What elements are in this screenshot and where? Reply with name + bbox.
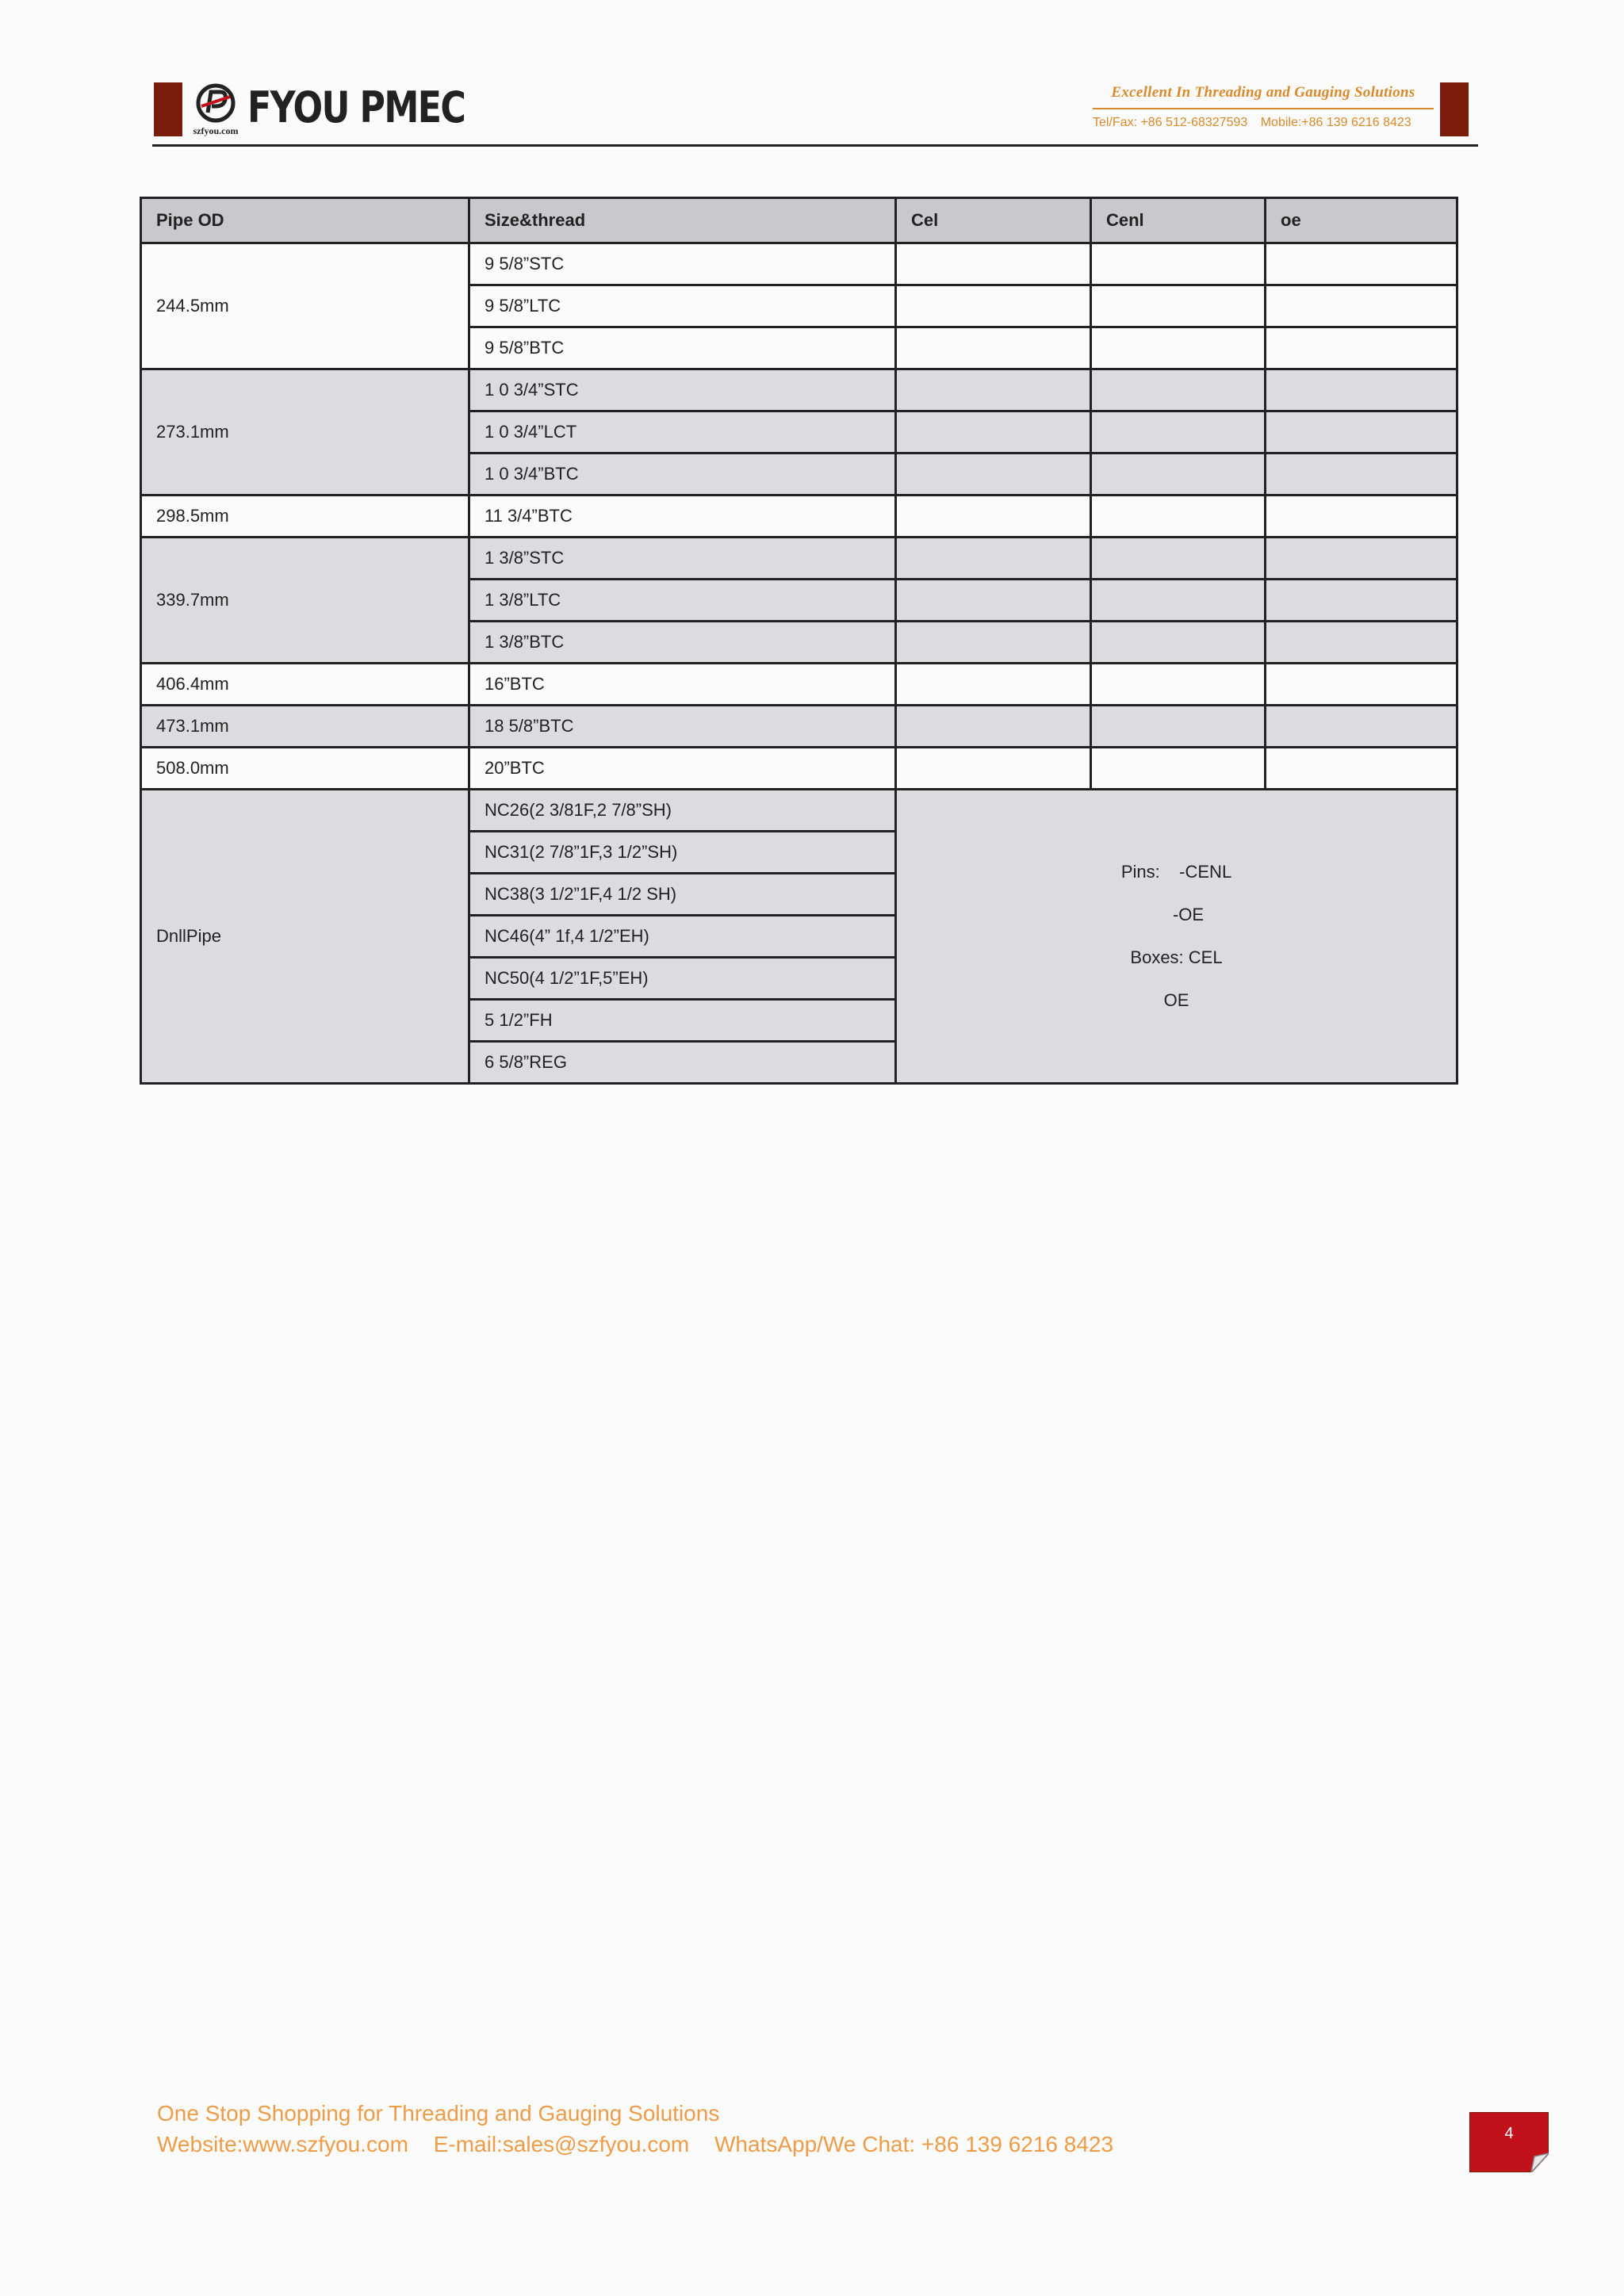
cenl-cell xyxy=(1091,327,1266,369)
oe-cell xyxy=(1266,496,1457,538)
size-thread-cell: NC31(2 7/8”1F,3 1/2”SH) xyxy=(469,832,896,874)
cenl-cell xyxy=(1091,622,1266,664)
header-oe: oe xyxy=(1266,198,1457,243)
pipe-od-cell: 339.7mm xyxy=(141,538,469,664)
cenl-cell xyxy=(1091,243,1266,285)
table-row xyxy=(141,748,1457,790)
pipe-spec-table xyxy=(140,197,1458,1085)
cenl-cell xyxy=(1091,453,1266,496)
cenl-cell xyxy=(1091,538,1266,580)
notes-line: Boxes: CEL xyxy=(1130,947,1223,967)
page-number: 4 xyxy=(1504,2125,1514,2142)
logo-wordmark: FYOU PMEC xyxy=(247,82,465,132)
oe-cell xyxy=(1266,748,1457,790)
pipe-od-cell: 298.5mm xyxy=(141,496,469,538)
cenl-cell xyxy=(1091,748,1266,790)
size-thread-cell: 9 5/8”STC xyxy=(469,243,896,285)
header-size-thread: Size&thread xyxy=(469,198,896,243)
header-contact xyxy=(1093,116,1434,130)
cel-cell xyxy=(896,285,1091,327)
cel-cell xyxy=(896,706,1091,748)
oe-cell xyxy=(1266,580,1457,622)
drill-pipe-notes xyxy=(896,790,1457,1084)
header-tagline: Excellent In Threading and Gauging Solutions xyxy=(1111,84,1415,101)
pipe-od-cell: 273.1mm xyxy=(141,369,469,496)
cel-cell xyxy=(896,538,1091,580)
table-row xyxy=(141,664,1457,706)
size-thread-cell: 1 3/8”LTC xyxy=(469,580,896,622)
footer-email: E-mail:sales@szfyou.com xyxy=(433,2132,690,2156)
footer-contacts xyxy=(157,2132,1132,2157)
cel-cell xyxy=(896,369,1091,411)
oe-cell xyxy=(1266,285,1457,327)
size-thread-cell: 20”BTC xyxy=(469,748,896,790)
oe-cell xyxy=(1266,411,1457,453)
table-row xyxy=(141,496,1457,538)
oe-cell xyxy=(1266,664,1457,706)
footer-whatsapp: WhatsApp/We Chat: +86 139 6216 8423 xyxy=(714,2132,1114,2156)
oe-cell xyxy=(1266,538,1457,580)
header-rule xyxy=(152,144,1478,147)
size-thread-cell: NC38(3 1/2”1F,4 1/2 SH) xyxy=(469,874,896,916)
pipe-od-cell: DnllPipe xyxy=(141,790,469,1084)
cenl-cell xyxy=(1091,580,1266,622)
tagline-rule xyxy=(1093,108,1434,109)
header-mobile: Mobile:+86 139 6216 8423 xyxy=(1260,116,1411,129)
notes-line: Pins: -CENL xyxy=(1120,862,1232,882)
header-left-bar xyxy=(154,82,182,136)
cenl-cell xyxy=(1091,706,1266,748)
pipe-od-cell: 473.1mm xyxy=(141,706,469,748)
header-tel: Tel/Fax: +86 512-68327593 xyxy=(1093,116,1248,129)
cel-cell xyxy=(896,411,1091,453)
size-thread-cell: NC46(4” 1f,4 1/2”EH) xyxy=(469,916,896,958)
size-thread-cell: 18 5/8”BTC xyxy=(469,706,896,748)
oe-cell xyxy=(1266,327,1457,369)
header-pipe-od: Pipe OD xyxy=(141,198,469,243)
cel-cell xyxy=(896,453,1091,496)
table-row xyxy=(141,369,1457,411)
size-thread-cell: 9 5/8”LTC xyxy=(469,285,896,327)
footer-slogan: One Stop Shopping for Threading and Gauging Solutions xyxy=(157,2101,720,2126)
cenl-cell xyxy=(1091,285,1266,327)
size-thread-cell: 1 0 3/4”BTC xyxy=(469,453,896,496)
table-row xyxy=(141,538,1457,580)
oe-cell xyxy=(1266,622,1457,664)
cel-cell xyxy=(896,243,1091,285)
oe-cell xyxy=(1266,706,1457,748)
size-thread-cell: 5 1/2”FH xyxy=(469,1000,896,1042)
oe-cell xyxy=(1266,243,1457,285)
oe-cell xyxy=(1266,369,1457,411)
cenl-cell xyxy=(1091,496,1266,538)
notes-line: OE xyxy=(1163,990,1189,1010)
size-thread-cell: 1 0 3/4”LCT xyxy=(469,411,896,453)
header-cel: Cel xyxy=(896,198,1091,243)
table-row xyxy=(141,243,1457,285)
logo-url: szfyou.com xyxy=(193,125,239,136)
table-header-row xyxy=(141,198,1457,243)
cenl-cell xyxy=(1091,369,1266,411)
cel-cell xyxy=(896,580,1091,622)
cel-cell xyxy=(896,496,1091,538)
notes-line: -OE xyxy=(1172,905,1205,924)
size-thread-cell: 11 3/4”BTC xyxy=(469,496,896,538)
size-thread-cell: 1 3/8”STC xyxy=(469,538,896,580)
pipe-od-cell: 406.4mm xyxy=(141,664,469,706)
size-thread-cell: 16”BTC xyxy=(469,664,896,706)
size-thread-cell: 9 5/8”BTC xyxy=(469,327,896,369)
cel-cell xyxy=(896,664,1091,706)
table-row xyxy=(141,706,1457,748)
size-thread-cell: NC26(2 3/81F,2 7/8”SH) xyxy=(469,790,896,832)
oe-cell xyxy=(1266,453,1457,496)
size-thread-cell: 1 3/8”BTC xyxy=(469,622,896,664)
cel-cell xyxy=(896,748,1091,790)
header-cenl: Cenl xyxy=(1091,198,1266,243)
cel-cell xyxy=(896,327,1091,369)
size-thread-cell: 6 5/8”REG xyxy=(469,1042,896,1084)
pipe-od-cell: 508.0mm xyxy=(141,748,469,790)
cenl-cell xyxy=(1091,664,1266,706)
pipe-od-cell: 244.5mm xyxy=(141,243,469,369)
size-thread-cell: 1 0 3/4”STC xyxy=(469,369,896,411)
footer-website: Website:www.szfyou.com xyxy=(157,2132,408,2156)
cenl-cell xyxy=(1091,411,1266,453)
cel-cell xyxy=(896,622,1091,664)
table-row xyxy=(141,790,1457,832)
header-right-bar xyxy=(1440,82,1469,136)
size-thread-cell: NC50(4 1/2”1F,5”EH) xyxy=(469,958,896,1000)
